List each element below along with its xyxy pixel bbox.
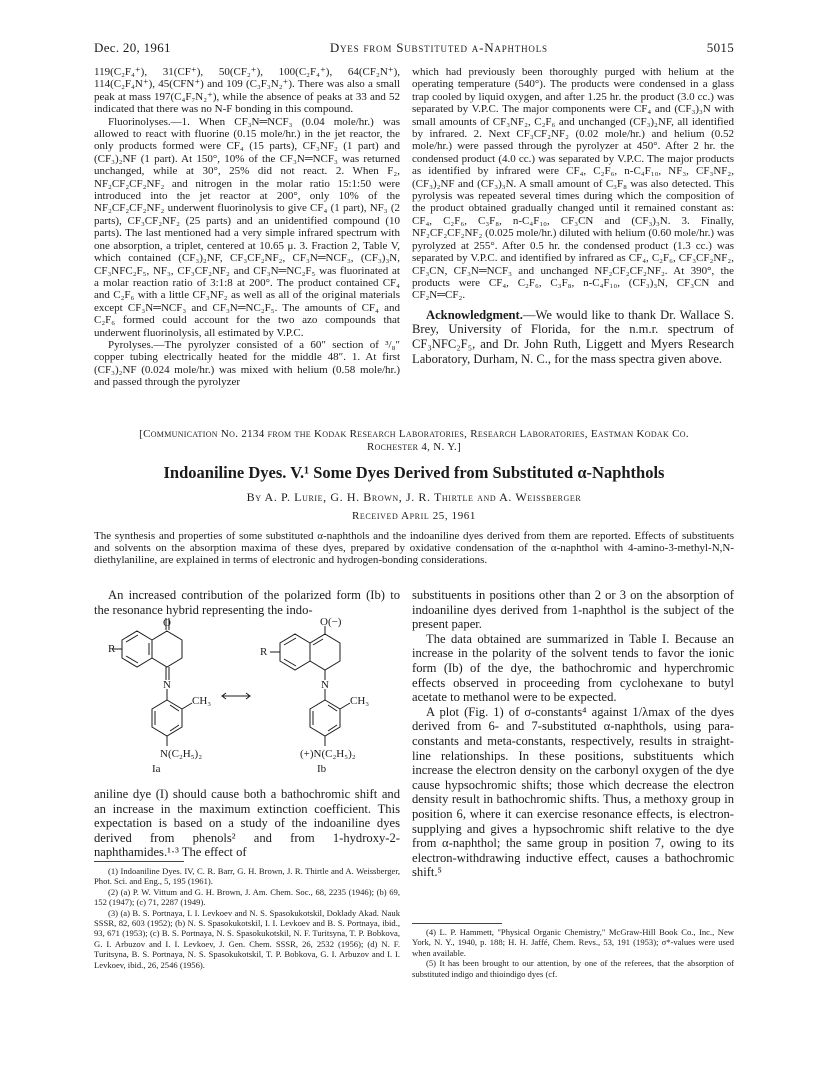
body-right-column <box>412 588 734 880</box>
footnote-2: (2) (a) P. W. Vittum and G. H. Brown, J. Am. Chem. Soc., 68, 2235 (1946); (b) 69, 152 (1947); (c) 71, 2287 (1949). <box>94 886 400 908</box>
footnote-4: (4) L. P. Hammett, "Physical Organic Chemistry," McGraw-Hill Book Co., Inc., New York, N. Y., 1940, p. 188; H. H. Jaffé, Chem. Revs., 53, 191 (1953); σ*-values were used when available. <box>412 927 734 958</box>
paragraph-fluorinolyses: Fluorinolyses.—1. When CF₃N═NCF₃ (0.04 mole/hr.) was allowed to react with fluorine (0.15 mole/hr.) in the jet reactor, the only products formed were CF₄ (15 parts), CF₃NF₂ (1 part) and (CF₃)₂NF (1 part). At 150°, 10% of the CF₃N═NCF₃ was returned unchanged, while at 30°, 25% did not react. 2. When F₂, NF₂CF₂CF₂NF₂ and nitrogen in the molar ratio 15:1:50 were introduced into the jet reactor at 200°, only 10% of the NF₂CF₂CF₂NF₂ underwent fluorinolysis to give CF₄ (1 part), NF₃ (2 parts), CF₃CF₂NF₂ (25 parts) and an unidentified compound (10 parts). The last mentioned had a very simple infrared spectrum with one absorption, a triplet, centered at 10.65 μ. 3. Fraction 2, Table V, which contained (CF₃)₂NF, CF₃CF₂NF₂, CF₃N═NCF₃, (CF₃)₃N, CF₃NFC₂F₅, NF₃, CF₃CF₂NF₂ and CF₃N═NC₂F₅ was fluorinated at a molar reaction ratio of 3:1:8 at 200°. The product contained CF₄ and C₂F₆ with a little CF₃NF₂ as well as all of the original materials except CF₃N═NCF₃ and CF₃N═NC₂F₅. The amounts of CF₄ and C₂F₆ formed could account for the two azo compounds that underwent fluorinolysis, all estimated by V.P.C. <box>94 115 400 339</box>
ib-diethylammonium: (+)N(C₂H₅)₂ <box>300 748 356 760</box>
received-date: Received April 25, 1961 <box>351 510 477 522</box>
structure-ia <box>112 618 192 746</box>
header-date: Dec. 20, 1961 <box>94 40 171 55</box>
paragraph-mass-spectrum: 119(C₂F₄⁺), 31(CF⁺), 50(CF₂⁺), 100(C₂F₄⁺), 64(CF₂N⁺), 114(C₂F₄N⁺), 45(CFN⁺) and 109 (C₃F₃N₂⁺). There was also a small peak at mass 197(C₄F₇N₂⁺), while the absence of peaks at 33 and 52 indicated that there was no N-F bonding in this compound. <box>94 66 400 116</box>
footnote-rule-left <box>94 861 184 862</box>
ia-oxygen: O <box>163 617 171 629</box>
page-header <box>94 40 734 56</box>
paragraph-expectation: aniline dye (I) should cause both a bathochromic shift and an increase in the maximum extinction coefficient. This expectation is based on a study of the indoaniline dyes derived from phenols² and from 1-hydroxy-2-naphthamides.¹·³ The effect of <box>94 787 400 860</box>
ib-label: Ib <box>317 763 327 775</box>
footnote-rule-right <box>412 923 502 924</box>
top-left-column <box>94 66 400 389</box>
acknowledgment-text: —We would like to thank Dr. Wallace S. Brey, University of Florida, for the n.m.r. spectrum of CF₃NFC₂F₅, and Dr. John Ruth, Liggett and Myers Research Laboratory, Durham, N. C., for the mass spectra given above. <box>412 307 734 366</box>
ib-r-group: R <box>260 646 268 658</box>
ib-methyl: CH₃ <box>350 695 370 707</box>
ib-nitrogen: N <box>321 679 329 691</box>
resonance-arrow <box>222 693 250 699</box>
ib-oxygen-anion: O(−) <box>320 616 342 628</box>
footnote-3: (3) (a) B. S. Portnaya, I. I. Levkoev and N. S. Spasokukotskil, Doklady Akad. Nauk SSSR, 82, 603 (1952); (b) N. S. Spasokukotskil, I. I. Levkoev and B. S. Portnaya, ibid., 93, 671 (1953); (c) B. S. Portnaya, N. S. Spasokukotskil, N. F. Turitsyna, T. P. Bobkova, G. I. Arbuzov and I. I. Levkoev, J. Gen. Chem. SSSR, 26, 2532 (1956); (d) N. F. Turitsyna, B. S. Portnaya, N. S. Spasokukotskil, T. P. Bobkova, G. I. Arbuzov and I. I. Levkoev, ibid., 26, 2546 (1956). <box>94 907 400 970</box>
paragraph-table-summary: The data obtained are summarized in Table I. Because an increase in the polarity of the solvent tends to favor the ionic form (Ib) of the dye, the bathochromic and hyperchromic effects observed in proceeding from cyclohexane to butyl acetate to methanol were to be expected. <box>412 631 734 705</box>
communication-line-2: Rochester 4, N. Y.] <box>366 441 462 453</box>
paragraph-subject: substituents in positions other than 2 or 3 on the absorption of indoaniline dyes derived from 1-naphthol is the subject of the present paper. <box>412 588 734 632</box>
footnotes-left <box>94 866 400 970</box>
ia-r-group: R <box>108 643 116 655</box>
acknowledgment-lead: Acknowledgment. <box>426 307 523 322</box>
paragraph-pyrolyses: Pyrolyses.—The pyrolyzer consisted of a 60″ section of ³/₈″ copper tubing electrically heated for the middle 48″. 1. At first (CF₃)₂NF (0.024 mole/hr.) was mixed with helium (0.58 mole/hr.) and passed through the pyrolyzer <box>94 338 400 389</box>
paragraph-pyrolysis-continued: which had previously been thoroughly purged with helium at the operating temperature (540°). The products were condensed in a glass trap cooled by liquid oxygen, and after 1.25 hr. the product (3.0 cc.) was separated by V.P.C. The major components were CF₄ and (CF₃)₃N with small amounts of CF₃NF₂, C₂F₆ and unchanged (CF₃)₂NF, all identified by infrared. 2. Next CF₃CF₂NF₂ (0.02 mole/hr.) and helium (0.52 mole/hr.) were passed through the pyrolyzer at 450°. After 2 hr. the condensed product (4.0 cc.) was separated by V.P.C. The major products as identified by infrared were CF₄, C₂F₆, n-C₄F₁₀, NF₃, CF₃NF₂, (CF₃)₂NF and (CF₃)₃N. A small amount of C₃F₈ was also detected. This pyrolysis was repeated several times during which the composition of the product obtained gradually changed until it remained constant as: CF₄, C₂F₆, C₃F₈, n-C₄F₁₀, CF₃CN and (CF₃)₃N. 3. Finally, NF₂CF₂CF₂NF₂ (0.025 mole/hr.) diluted with helium (0.60 mole/hr.) was pyrolyzed at 255°. After 0.5 hr. the condensed product (1.3 cc.) was separated by V.P.C. and identified by infrared as CF₄, C₂F₆, CF₃CF₂NF₂, CF₃CN, CF₃N═NCF₃ and unchanged NF₂CF₂CF₂NF₂. At 390°, the products were CF₄, C₂F₆, C₃F₈, n-C₄F₁₀, (CF₃)₃N, CF₃CN and CF₂N═CF₂. <box>412 66 734 302</box>
footnote-5: (5) It has been brought to our attention, by one of the referees, that the absorption of substituted indigo and thioindigo dyes (cf. <box>412 958 734 979</box>
acknowledgment <box>412 308 734 366</box>
structures-figure <box>110 616 400 781</box>
paragraph-intro: An increased contribution of the polarized form (Ib) to the resonance hybrid representing the indo- <box>94 588 400 617</box>
article-title: Indoaniline Dyes. V.¹ Some Dyes Derived from Substituted α-Naphthols <box>163 463 665 482</box>
structure-ib <box>270 626 350 746</box>
ia-diethylamino: N(C₂H₅)₂ <box>160 748 203 760</box>
footnotes-right <box>412 927 734 979</box>
communication-line-1: [Communication No. 2134 from the Kodak Research Laboratories, Research Laboratories, Eastman Kodak Co. <box>139 428 689 440</box>
page-number: 5015 <box>706 40 734 55</box>
ia-methyl: CH₃ <box>192 695 212 707</box>
body-left-continued <box>94 787 400 860</box>
communication-note <box>94 428 734 454</box>
footnote-1: (1) Indoaniline Dyes. IV, C. R. Barr, G. H. Brown, J. R. Thirtle and A. Weissberger, Phot. Sci. and Eng., 5, 195 (1961). <box>94 866 400 887</box>
abstract: The synthesis and properties of some substituted α-naphthols and the indoaniline dyes derived from them are reported. Effects of substituents and solvents on the absorption maxima of these dyes, prepared by oxidative condensation of the α-naphthol with 4-amino-3-methyl-N,N-diethylaniline, are explained in terms of electronic and hydrogen-bonding considerations. <box>94 530 734 567</box>
header-running-title: Dyes from Substituted α-Naphthols <box>329 40 548 55</box>
body-left-intro <box>94 588 400 617</box>
ia-nitrogen: N <box>163 679 171 691</box>
ia-label: Ia <box>152 763 161 775</box>
resonance-structures <box>110 616 400 781</box>
top-right-column <box>412 66 734 366</box>
paragraph-sigma-plot: A plot (Fig. 1) of σ-constants⁴ against 1/λmax of the dyes derived from 6- and 7-substituted α-naphthols, using para-constants and meta-constants, respectively, results in straight-line relationships. In these positions, substituents which increase the electron density on the carbonyl oxygen of the dye cause hypsochromic shifts; those which decrease the electron density result in bathochromic shifts. Thus, a methoxy group in position 6, where it can exercise resonance effects, is electron-supplying and gives a hypsochromic shift relative to the dye from α-naphthol; the same group in position 7, owing to its electron-withdrawing inductive effect, causes a bathochromic shift.⁵ <box>412 704 734 880</box>
article-authors: By A. P. Lurie, G. H. Brown, J. R. Thirtle and A. Weissberger <box>246 490 582 504</box>
